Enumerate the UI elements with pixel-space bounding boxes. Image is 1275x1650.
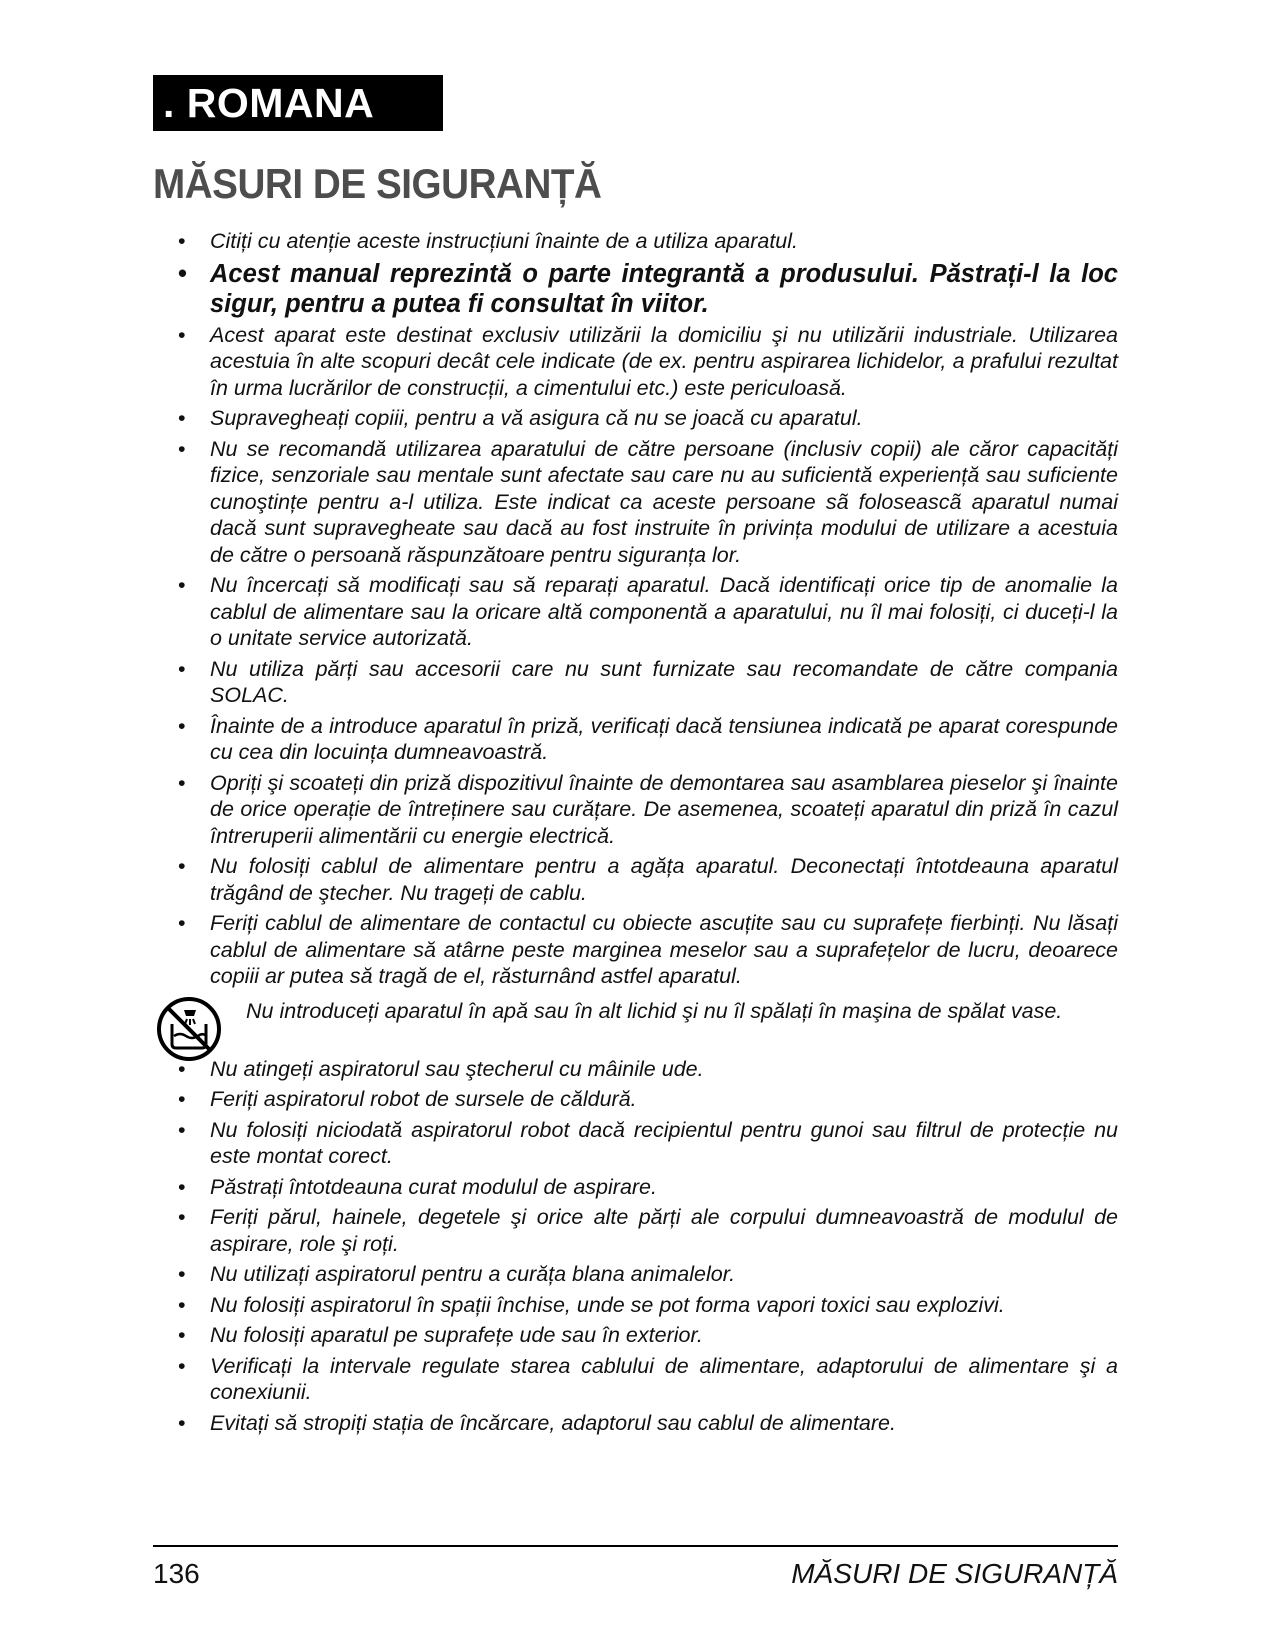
- bullet: •: [178, 1117, 186, 1142]
- list-item: [178, 436, 1118, 569]
- list-item-text: Nu încercați să modificați sau să reparați aparatul. Dacă identificați orice tip de anomalie la cablul de alimentare sau la oricare altă componentă a aparatului, nu îl mai folosiți, ci duceți-l la o unitate service autorizată.: [210, 573, 1118, 650]
- list-item-text: Acest manual reprezintă o parte integrantă a produsului. Păstrați-l la loc sigur, pentru a putea fi consultat în viitor.: [210, 259, 1118, 318]
- bullet: •: [178, 656, 186, 681]
- list-item-text: Nu utilizați aspiratorul pentru a curăța blana animalelor.: [210, 1262, 736, 1286]
- bullet: •: [178, 911, 186, 935]
- list-item-text: Feriți cablul de alimentare de contactul cu obiecte ascuțite sau cu suprafețe fierbinți. Nu lăsați cablul de alimentare să atârne peste marginea meselor sau a suprafețelor de lucru, deoarece copiii ar putea să tragă de el, răsturnând astfel aparatul.: [210, 911, 1118, 988]
- bullet: •: [178, 1323, 186, 1347]
- list-item: [178, 1353, 1118, 1406]
- bullet: •: [178, 854, 186, 878]
- page-number: 136: [153, 1558, 200, 1589]
- list-item: [178, 910, 1118, 990]
- list-item: [178, 713, 1118, 766]
- list-item: [178, 770, 1118, 850]
- list-item-text: Nu folosiți cablul de alimentare pentru a agăța aparatul. Deconectați întotdeauna aparatul trăgând de ştecher. Nu trageți de cablu.: [210, 854, 1118, 905]
- list-item-text: Păstrați întotdeauna curat modulul de aspirare.: [210, 1174, 657, 1199]
- list-item-text: Nu folosiți aspiratorul în spații închise, unde se pot forma vapori toxici sau explozivi.: [210, 1292, 1005, 1317]
- list-item-important: [178, 259, 1118, 319]
- list-item: [178, 322, 1118, 402]
- no-water-immersion-icon: [156, 996, 222, 1062]
- list-item-text: Verificați la intervale regulate starea cablului de alimentare, adaptorului de alimentare şi a conexiunii.: [210, 1353, 1118, 1404]
- bullet: •: [178, 406, 186, 430]
- bullet: •: [178, 322, 186, 347]
- bullet: •: [178, 1056, 186, 1081]
- bullet: •: [178, 1262, 186, 1286]
- list-item: [178, 1174, 1118, 1201]
- list-item: [178, 572, 1118, 652]
- bullet: •: [178, 436, 186, 461]
- list-item-text: Nu folosiți aparatul pe suprafețe ude sau în exterior.: [210, 1323, 703, 1347]
- list-item-text: Feriți părul, hainele, degetele şi orice alte părți ale corpului dumneavoastră de modulul de aspirare, role şi roți.: [210, 1205, 1118, 1256]
- list-item-text: Nu atingeți aspiratorul sau ştecherul cu mâinile ude.: [210, 1056, 704, 1081]
- list-item-text: Nu folosiți niciodată aspiratorul robot dacă recipientul pentru gunoi sau filtrul de protecție nu este montat corect.: [210, 1117, 1118, 1168]
- list-item-text: Feriți aspiratorul robot de sursele de căldură.: [210, 1087, 637, 1111]
- warning-text: Nu introduceți aparatul în apă sau în alt lichid şi nu îl spălați în maşina de spălat vase.: [246, 998, 1063, 1023]
- list-item-text: Supravegheați copiii, pentru a vă asigura că nu se joacă cu aparatul.: [210, 406, 863, 430]
- list-item-text: Acest aparat este destinat exclusiv utilizării la domiciliu şi nu utilizării industriale. Utilizarea acestuia în alte scopuri decât cele indicate (de ex. pentru aspirarea lichidelor, a prafului rezultat în urma lucrărilor de construcții, a cimentului etc.) este periculoasă.: [210, 322, 1118, 400]
- bullet: •: [178, 713, 186, 738]
- footer-divider: [153, 1545, 1118, 1547]
- list-item: [178, 1410, 1118, 1437]
- list-item-text: Opriți şi scoateți din priză dispozitivul înainte de demontarea sau asamblarea pieselor şi înainte de orice operație de întreținere sau curățare. De asemenea, scoateți aparatul din priză în cazul întreruperii alimentării cu energie electrică.: [210, 770, 1118, 848]
- list-item: [178, 1056, 1118, 1083]
- list-item: [178, 656, 1118, 709]
- list-item-text: Evitați să stropiți stația de încărcare, adaptorul sau cablul de alimentare.: [210, 1410, 896, 1435]
- list-item: [178, 1117, 1118, 1170]
- list-item-text: Nu se recomandă utilizarea aparatului de către persoane (inclusiv copii) ale căror capacități fizice, senzoriale sau mentale sunt afectate sau care nu au suficientă experiență sau suficiente cunoştințe pentru a-l utiliza. Este indicat ca aceste persoane sã foloseascã aparatul numai dacă sunt supravegheate sau dacă au fost instruite în privința modului de utilizare a acestuia de către o persoană răspunzătoare pentru siguranța lor.: [210, 436, 1118, 567]
- bullet: •: [178, 1353, 186, 1378]
- list-item-text: Înainte de a introduce aparatul în priză, verificați dacă tensiunea indicată pe aparat corespunde cu cea din locuința dumneavoastră.: [210, 713, 1118, 764]
- page-title: MĂSURI DE SIGURANȚĂ: [153, 160, 602, 207]
- water-warning: [156, 998, 1118, 1054]
- footer-section-title: MĂSURI DE SIGURANȚĂ: [791, 1558, 1118, 1589]
- list-item: [178, 228, 1118, 255]
- bullet: •: [178, 229, 186, 253]
- bullet: •: [178, 1087, 186, 1111]
- bullet: •: [178, 770, 186, 795]
- bullet: •: [178, 1205, 186, 1229]
- list-item: [178, 853, 1118, 906]
- list-item: [178, 1086, 1118, 1113]
- list-item-text: Nu utiliza părți sau accesorii care nu sunt furnizate sau recomandate de către compania SOLAC.: [210, 656, 1118, 707]
- language-section-tab: . ROMANA: [153, 75, 443, 131]
- list-item-text: Citiți cu atenție aceste instrucțiuni înainte de a utiliza aparatul.: [210, 229, 798, 253]
- list-item: [178, 1204, 1118, 1257]
- bullet: •: [178, 259, 187, 288]
- list-item: [178, 1261, 1118, 1288]
- bullet: •: [178, 1292, 186, 1317]
- bullet: •: [178, 573, 186, 597]
- list-item: [178, 1292, 1118, 1319]
- list-item: [178, 405, 1118, 432]
- bullet: •: [178, 1174, 186, 1199]
- safety-instructions-list: [178, 228, 1118, 1440]
- bullet: •: [178, 1410, 186, 1435]
- list-item: [178, 1322, 1118, 1349]
